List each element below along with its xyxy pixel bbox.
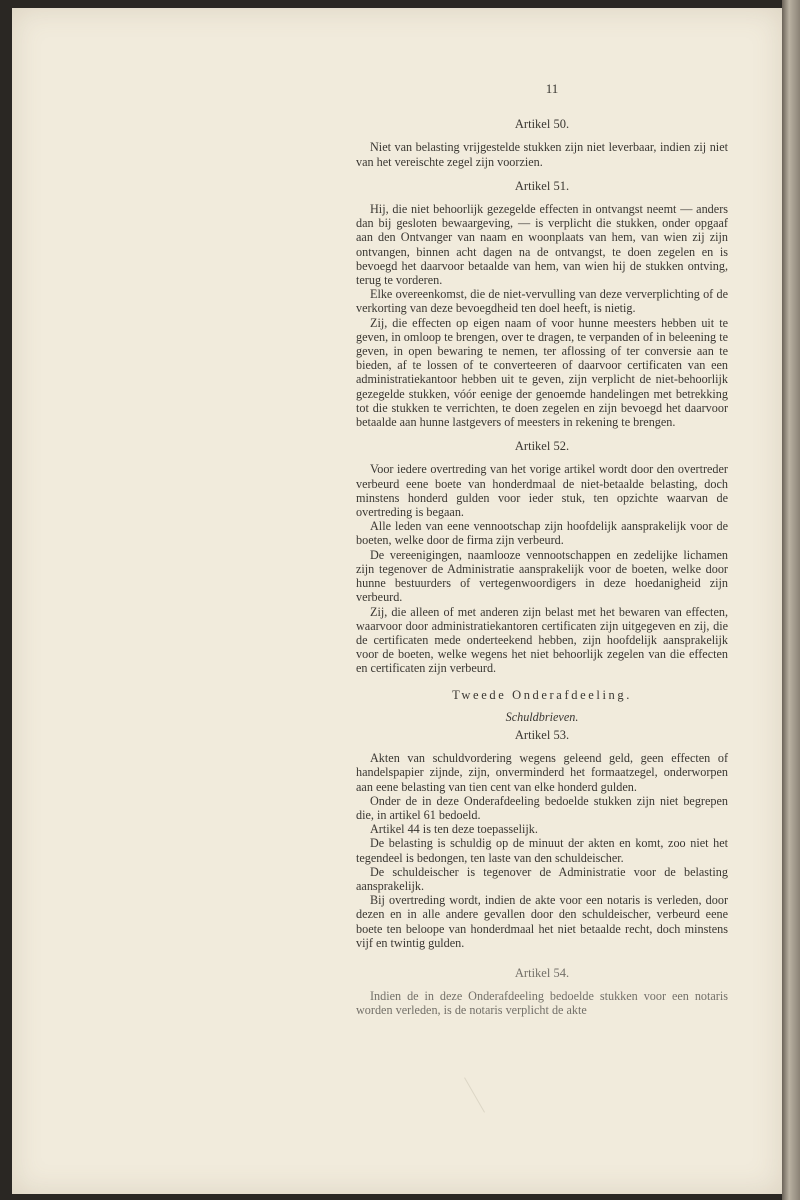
paragraph: Zij, die alleen of met anderen zijn belast met het bewaren van effecten, waarvoor door administratiekantoren certificaten zijn uitgegeven en zij, die de certificaten mede onderteekend hebben, zijn hoofdelijk aansprakelijk voor de boeten, welke wegens het niet behoorlijk zegelen van die effecten en certificaten zijn verbeurd. xyxy=(356,604,728,676)
paragraph: De vereenigingen, naamlooze vennootschappen en zedelijke lichamen zijn tegenover de Administratie aansprakelijk voor de boeten, welke door hunne bestuurders of vertegenwoordigers in deze hoedanigheid zijn verbeurd. xyxy=(356,547,728,605)
article-51 xyxy=(356,179,728,429)
subsection-subtitle: Schuldbrieven. xyxy=(505,709,579,724)
paragraph: Akten van schuldvordering wegens geleend geld, geen effecten of handelspapier zijnde, zijn, onverminderd het formaatzegel, onderworpen aan eene belasting van tien cent van elke honderd gulden. xyxy=(356,751,728,794)
article-52 xyxy=(356,439,728,675)
paragraph: Zij, die effecten op eigen naam of voor hunne meesters hebben uit te geven, in omloop te brengen, over te dragen, te verpanden of in beleening te geven, in open bewaring te nemen, ter aflossing of ter conversie aan te bieden, af te lossen of te converteeren of daarvoor certificaten van een administratiekantoor hebben uit te geven, zijn verplicht de niet-behoorlijk gezegelde stukken, vóór eenige der genoemde handelingen met betrekking tot die stukken te verrichten, te doen zegelen en zijn bevoegd het daarvoor betaalde aan hunne lastgevers of meesters in rekening te brengen. xyxy=(356,315,728,430)
paragraph: Indien de in deze Onderafdeeling bedoelde stukken voor een notaris worden verleden, is de notaris verplicht de akte xyxy=(356,989,728,1018)
article-heading: Artikel 51. xyxy=(514,178,570,193)
article-53 xyxy=(356,728,728,950)
article-heading: Artikel 54. xyxy=(514,965,570,980)
article-50 xyxy=(356,117,728,169)
page-edge xyxy=(782,0,800,1200)
article-54 xyxy=(356,966,728,1018)
page-number: 11 xyxy=(545,81,559,96)
article-heading: Artikel 52. xyxy=(514,439,570,454)
paragraph: Hij, die niet behoorlijk gezegelde effecten in ontvangst neemt — anders dan bij gesloten bewaargeving, — is verplicht die stukken, onder opgaaf aan den Ontvanger van naam en woonplaats van hem, van wien zij zijn ontvangen, binnen acht dagen na de ontvangst, te doen zegelen en is bevoegd het daarvoor betaalde van hem, van wien hij de stukken ontving, terug te vorderen. xyxy=(356,202,728,288)
paragraph: Bij overtreding wordt, indien de akte voor een notaris is verleden, door dezen en in alle andere gevallen door den schuldeischer, verbeurd eene boete ten beloope van honderdmaal het niet betaalde recht, doch minstens vijf en twintig gulden. xyxy=(356,893,728,950)
paragraph: De belasting is schuldig op de minuut der akten en komt, zoo niet het tegendeel is bedongen, ten laste van den schuldeischer. xyxy=(356,836,728,865)
paragraph: Niet van belasting vrijgestelde stukken zijn niet leverbaar, indien zij niet van het vereischte zegel zijn voorzien. xyxy=(356,140,728,169)
paragraph: Alle leden van eene vennootschap zijn hoofdelijk aansprakelijk voor de boeten, welke door de firma zijn verbeurd. xyxy=(356,519,728,548)
paragraph: De schuldeischer is tegenover de Administratie voor de belasting aansprakelijk. xyxy=(356,864,728,893)
article-heading: Artikel 50. xyxy=(514,117,570,132)
article-heading: Artikel 53. xyxy=(514,727,570,742)
paragraph: Elke overeenkomst, die de niet-vervulling van deze ververplichting of de verkorting van deze bevoegdheid ten doel heeft, is nietig. xyxy=(356,287,728,316)
paragraph: Onder de in deze Onderafdeeling bedoelde stukken zijn niet begrepen die, in artikel 61 bedoeld. xyxy=(356,793,728,822)
text-column xyxy=(356,82,728,1018)
paragraph: Artikel 44 is ten deze toepasselijk. xyxy=(370,822,538,837)
paragraph: Voor iedere overtreding van het vorige artikel wordt door den overtreder verbeurd eene boete van honderdmaal de niet-betaalde belasting, doch minstens honderd gulden voor ieder stuk, ten opzichte waarvan de overtreding is begaan. xyxy=(356,462,728,520)
subsection-title: Tweede Onderafdeeling. xyxy=(452,687,632,702)
